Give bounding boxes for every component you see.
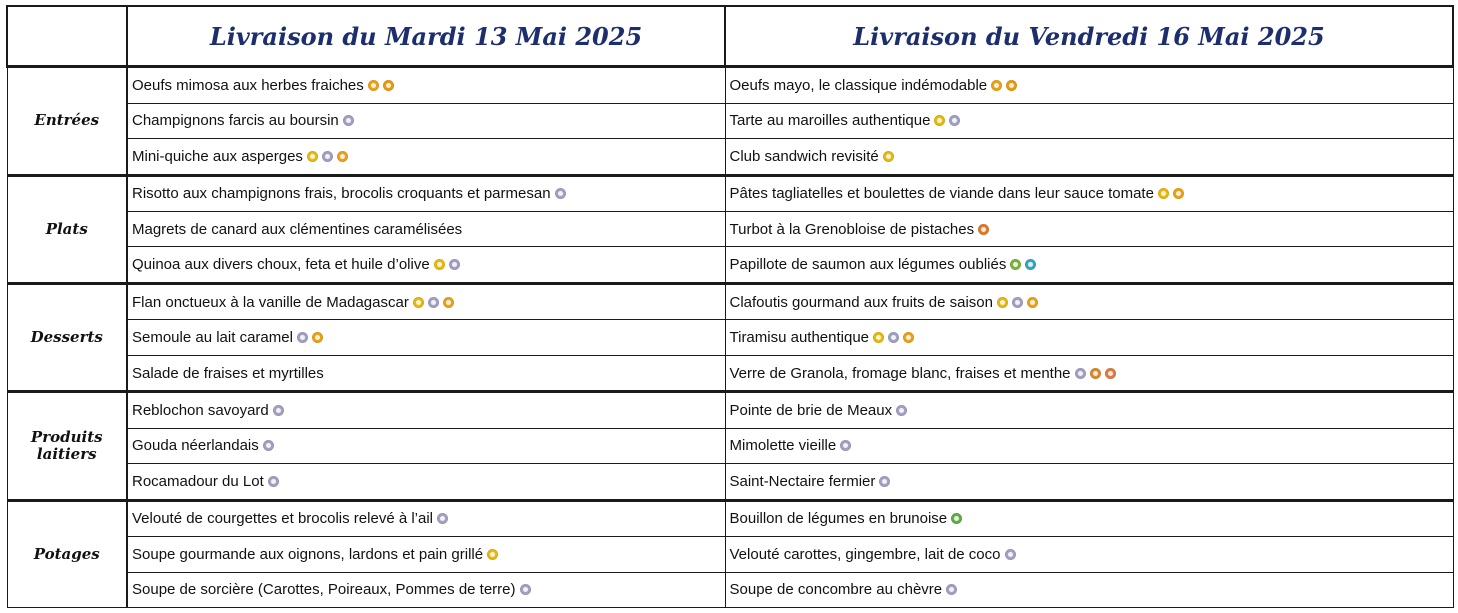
- category-label: [7, 175, 127, 283]
- milk-icon: [428, 297, 439, 308]
- right-dish-cell: [725, 211, 1453, 246]
- table-row: [7, 428, 1453, 463]
- dish-name: Saint-Nectaire fermier: [729, 472, 876, 490]
- category-label-line: laitiers: [36, 444, 97, 463]
- right-day-title: Livraison du Vendredi 16 Mai 2025: [853, 21, 1325, 51]
- dish-name: Soupe de concombre au chèvre: [729, 581, 943, 599]
- right-dish-cell: [725, 247, 1453, 283]
- dish-name: Mini-quiche aux asperges: [132, 147, 303, 165]
- category-label-line: Desserts: [30, 327, 103, 346]
- right-dish-cell: [725, 428, 1453, 463]
- cereal-icon: [487, 549, 498, 560]
- celery-icon: [1010, 259, 1021, 270]
- dish-name: Semoule au lait caramel: [132, 329, 293, 347]
- dish-name: Oeufs mimosa aux herbes fraiches: [132, 76, 364, 94]
- milk-icon: [888, 332, 899, 343]
- dish-name: Risotto aux champignons frais, brocolis croquants et parmesan: [132, 185, 551, 203]
- dish-name: Champignons farcis au boursin: [132, 112, 339, 130]
- right-dish-cell: [725, 537, 1453, 572]
- milk-icon: [343, 115, 354, 126]
- egg-icon: [337, 151, 348, 162]
- table-row: [7, 320, 1453, 355]
- left-dish-cell: [127, 211, 725, 246]
- milk-icon: [297, 332, 308, 343]
- sesame-icon: [1090, 368, 1101, 379]
- cereal-icon: [873, 332, 884, 343]
- milk-icon: [268, 476, 279, 487]
- egg-icon: [368, 80, 379, 91]
- egg-icon: [312, 332, 323, 343]
- dish-name: Velouté de courgettes et brocolis relevé à l’ail: [132, 510, 434, 528]
- dish-name: Salade de fraises et myrtilles: [132, 364, 324, 382]
- left-dish-cell: [127, 355, 725, 391]
- milk-icon: [946, 584, 957, 595]
- left-dish-cell: [127, 283, 725, 319]
- left-dish-cell: [127, 139, 725, 175]
- right-dish-cell: [725, 392, 1453, 428]
- mustard-icon: [1006, 80, 1017, 91]
- right-dish-cell: [725, 283, 1453, 319]
- category-label: [7, 67, 127, 175]
- milk-icon: [322, 151, 333, 162]
- dish-name: Tarte au maroilles authentique: [729, 112, 931, 130]
- left-dish-cell: [127, 103, 725, 138]
- right-dish-cell: [725, 464, 1453, 500]
- category-label-line: Potages: [33, 544, 100, 563]
- milk-icon: [273, 405, 284, 416]
- dish-name: Soupe gourmande aux oignons, lardons et pain grillé: [132, 545, 484, 563]
- egg-icon: [1173, 188, 1184, 199]
- right-dish-cell: [725, 139, 1453, 175]
- left-dish-cell: [127, 247, 725, 283]
- mustard-icon: [383, 80, 394, 91]
- cereal-icon: [997, 297, 1008, 308]
- right-dish-cell: [725, 320, 1453, 355]
- table-row: [7, 211, 1453, 246]
- egg-icon: [903, 332, 914, 343]
- milk-icon: [1005, 549, 1016, 560]
- right-dish-cell: [725, 67, 1453, 103]
- table-row: [7, 139, 1453, 175]
- egg-icon: [991, 80, 1002, 91]
- milk-icon: [949, 115, 960, 126]
- fish-icon: [978, 224, 989, 235]
- menu-body: [7, 6, 1453, 608]
- dish-name: Bouillon de légumes en brunoise: [729, 510, 948, 528]
- mollusc-icon: [1025, 259, 1036, 270]
- dish-name: Clafoutis gourmand aux fruits de saison: [729, 293, 993, 311]
- dish-name: Magrets de canard aux clémentines caramélisées: [132, 220, 463, 238]
- milk-icon: [449, 259, 460, 270]
- right-day-header: [725, 6, 1453, 67]
- dish-name: Velouté carottes, gingembre, lait de coco: [729, 545, 1001, 563]
- dish-name: Pâtes tagliatelles et boulettes de viande dans leur sauce tomate: [729, 185, 1154, 203]
- table-row: [7, 572, 1453, 607]
- milk-icon: [437, 513, 448, 524]
- dish-name: Gouda néerlandais: [132, 437, 259, 455]
- dish-name: Reblochon savoyard: [132, 401, 269, 419]
- left-dish-cell: [127, 428, 725, 463]
- table-row: [7, 355, 1453, 391]
- table-row: [7, 247, 1453, 283]
- cereal-icon: [1158, 188, 1169, 199]
- dish-name: Soupe de sorcière (Carottes, Poireaux, Pommes de terre): [132, 581, 516, 599]
- left-dish-cell: [127, 67, 725, 103]
- left-day-header: [127, 6, 725, 67]
- left-dish-cell: [127, 175, 725, 211]
- table-row: [7, 175, 1453, 211]
- dish-name: Flan onctueux à la vanille de Madagascar: [132, 293, 409, 311]
- left-dish-cell: [127, 392, 725, 428]
- left-dish-cell: [127, 464, 725, 500]
- egg-icon: [443, 297, 454, 308]
- header-row: [7, 6, 1453, 67]
- dish-name: Quinoa aux divers choux, feta et huile d’olive: [132, 256, 430, 274]
- right-dish-cell: [725, 175, 1453, 211]
- milk-icon: [1075, 368, 1086, 379]
- menu-table: [6, 5, 1454, 608]
- left-day-title: Livraison du Mardi 13 Mai 2025: [209, 21, 643, 51]
- milk-icon: [555, 188, 566, 199]
- category-label-line: Plats: [45, 219, 88, 238]
- corner-cell: [7, 6, 127, 67]
- dish-name: Mimolette vieille: [729, 437, 837, 455]
- left-dish-cell: [127, 572, 725, 607]
- dish-name: Tiramisu authentique: [729, 329, 870, 347]
- right-dish-cell: [725, 500, 1453, 536]
- dish-name: Rocamadour du Lot: [132, 472, 264, 490]
- table-row: [7, 500, 1453, 536]
- dish-name: Verre de Granola, fromage blanc, fraises et menthe: [729, 364, 1071, 382]
- milk-icon: [840, 440, 851, 451]
- nuts-icon: [1105, 368, 1116, 379]
- cereal-icon: [434, 259, 445, 270]
- cereal-icon: [413, 297, 424, 308]
- category-label: [7, 500, 127, 607]
- milk-icon: [263, 440, 274, 451]
- right-dish-cell: [725, 355, 1453, 391]
- dish-name: Turbot à la Grenobloise de pistaches: [729, 220, 975, 238]
- table-row: [7, 67, 1453, 103]
- cereal-icon: [883, 151, 894, 162]
- table-row: [7, 392, 1453, 428]
- milk-icon: [879, 476, 890, 487]
- category-label-line: Produits: [30, 427, 103, 446]
- left-dish-cell: [127, 537, 725, 572]
- category-label: [7, 392, 127, 500]
- left-dish-cell: [127, 320, 725, 355]
- milk-icon: [520, 584, 531, 595]
- table-row: [7, 537, 1453, 572]
- dish-name: Pointe de brie de Meaux: [729, 401, 893, 419]
- table-row: [7, 464, 1453, 500]
- right-dish-cell: [725, 572, 1453, 607]
- dish-name: Papillote de saumon aux légumes oubliés: [729, 256, 1007, 274]
- dish-name: Oeufs mayo, le classique indémodable: [729, 76, 988, 94]
- category-label-line: Entrées: [34, 111, 100, 130]
- milk-icon: [896, 405, 907, 416]
- table-row: [7, 103, 1453, 138]
- cereal-icon: [934, 115, 945, 126]
- right-dish-cell: [725, 103, 1453, 138]
- left-dish-cell: [127, 500, 725, 536]
- table-row: [7, 283, 1453, 319]
- vegan-icon: [951, 513, 962, 524]
- category-label: [7, 283, 127, 391]
- cereal-icon: [307, 151, 318, 162]
- dish-name: Club sandwich revisité: [729, 147, 879, 165]
- egg-icon: [1027, 297, 1038, 308]
- milk-icon: [1012, 297, 1023, 308]
